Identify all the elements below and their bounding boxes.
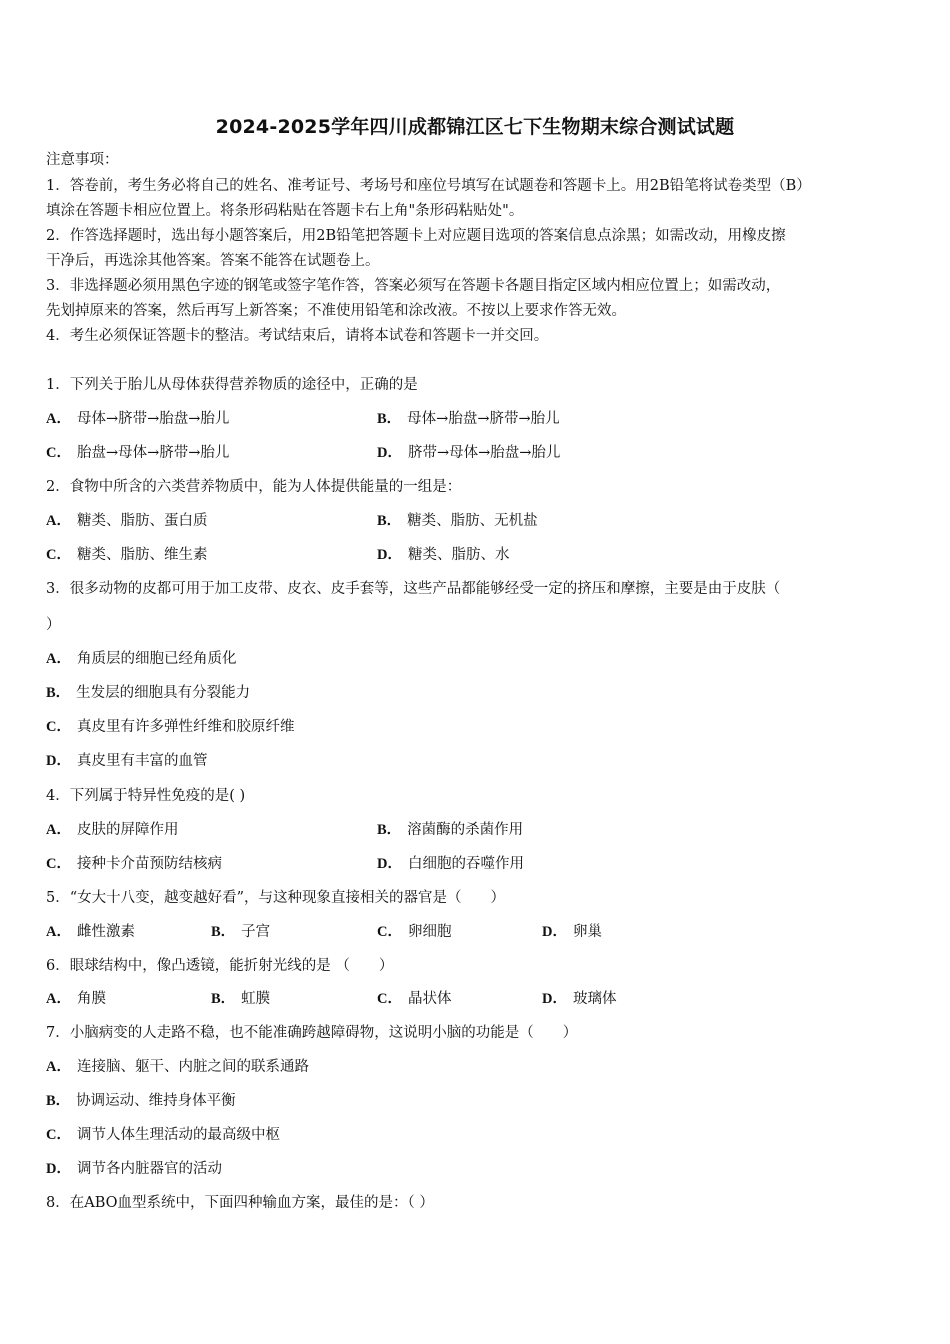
option-c: C． 调节人体生理活动的最高级中枢 <box>46 1127 280 1143</box>
option-b: B． 糖类、脂肪、无机盐 <box>377 513 538 529</box>
option-a: A． 角质层的细胞已经角质化 <box>46 651 237 667</box>
option-c: C． 卵细胞 <box>377 924 452 940</box>
option-b: B． 母体→胎盘→脐带→胎儿 <box>377 411 560 427</box>
option-d: D． 白细胞的吞噬作用 <box>377 856 524 872</box>
option-c: C． 真皮里有许多弹性纤维和胶原纤维 <box>46 719 295 735</box>
option-b: B． 溶菌酶的杀菌作用 <box>377 822 524 838</box>
option-d: D． 卵巢 <box>542 924 602 940</box>
notice-line: 3．非选择题必须用黑色字迹的钢笔或签字笔作答，答案必须写在答题卡各题目指定区域内相应位置上；如需改动， <box>46 278 781 294</box>
question-stem: 1．下列关于胎儿从母体获得营养物质的途径中，正确的是 <box>46 377 418 393</box>
notice-line: 干净后，再选涂其他答案。答案不能答在试题卷上。 <box>46 253 380 269</box>
notice-line: 填涂在答题卡相应位置上。将条形码粘贴在答题卡右上角"条形码粘贴处"。 <box>46 203 524 219</box>
option-d: D． 真皮里有丰富的血管 <box>46 753 208 769</box>
option-a: A． 皮肤的屏障作用 <box>46 822 179 838</box>
page-title: 2024-2025学年四川成都锦江区七下生物期末综合测试试题 <box>215 116 735 138</box>
option-b: B． 虹膜 <box>211 991 271 1007</box>
option-d: D． 玻璃体 <box>542 991 617 1007</box>
question-stem: 5．“女大十八变，越变越好看”，与这种现象直接相关的器官是（ ） <box>46 890 506 906</box>
option-a: A． 糖类、脂肪、蛋白质 <box>46 513 208 529</box>
option-a: A． 母体→脐带→胎盘→胎儿 <box>46 411 230 427</box>
option-a: A． 雌性激素 <box>46 924 135 940</box>
option-d: D． 调节各内脏器官的活动 <box>46 1161 222 1177</box>
notice-line: 4．考生必须保证答题卡的整洁。考试结束后，请将本试卷和答题卡一并交回。 <box>46 328 549 344</box>
question-stem: 6．眼球结构中，像凸透镜，能折射光线的是 （ ） <box>46 958 394 974</box>
notice-line: 先划掉原来的答案，然后再写上新答案；不准使用铅笔和涂改液。不按以上要求作答无效。 <box>46 303 626 319</box>
question-stem: 3．很多动物的皮都可用于加工皮带、皮衣、皮手套等，这些产品都能够经受一定的挤压和摩擦，主要是由于皮肤（ <box>46 581 781 597</box>
option-b: B． 协调运动、维持身体平衡 <box>46 1093 236 1109</box>
question-stem: 2．食物中所含的六类营养物质中，能为人体提供能量的一组是： <box>46 479 462 495</box>
notice-line: 1．答卷前，考生务必将自己的姓名、准考证号、考场号和座位号填写在试题卷和答题卡上。用2B铅笔将试卷类型（B） <box>46 178 811 194</box>
option-a: A． 连接脑、躯干、内脏之间的联系通路 <box>46 1059 309 1075</box>
option-b: B． 子宫 <box>211 924 271 940</box>
option-c: C． 接种卡介苗预防结核病 <box>46 856 222 872</box>
question-stem: 4．下列属于特异性免疫的是( ) <box>46 788 246 804</box>
option-d: D． 脐带→母体→胎盘→胎儿 <box>377 445 561 461</box>
option-a: A． 角膜 <box>46 991 106 1007</box>
option-c: C． 晶状体 <box>377 991 452 1007</box>
option-b: B． 生发层的细胞具有分裂能力 <box>46 685 251 701</box>
question-stem: 8．在ABO血型系统中，下面四种输血方案，最佳的是：（ ） <box>46 1195 434 1211</box>
notice-heading: 注意事项： <box>46 152 119 168</box>
option-d: D． 糖类、脂肪、水 <box>377 547 510 563</box>
notice-line: 2．作答选择题时，选出每小题答案后，用2B铅笔把答题卡上对应题目选项的答案信息点涂黑；如需改动，用橡皮擦 <box>46 228 786 244</box>
question-stem-continuation: ） <box>46 617 61 633</box>
option-c: C． 糖类、脂肪、维生素 <box>46 547 208 563</box>
option-c: C． 胎盘→母体→脐带→胎儿 <box>46 445 230 461</box>
question-stem: 7．小脑病变的人走路不稳，也不能准确跨越障碍物，这说明小脑的功能是（ ） <box>46 1025 578 1041</box>
